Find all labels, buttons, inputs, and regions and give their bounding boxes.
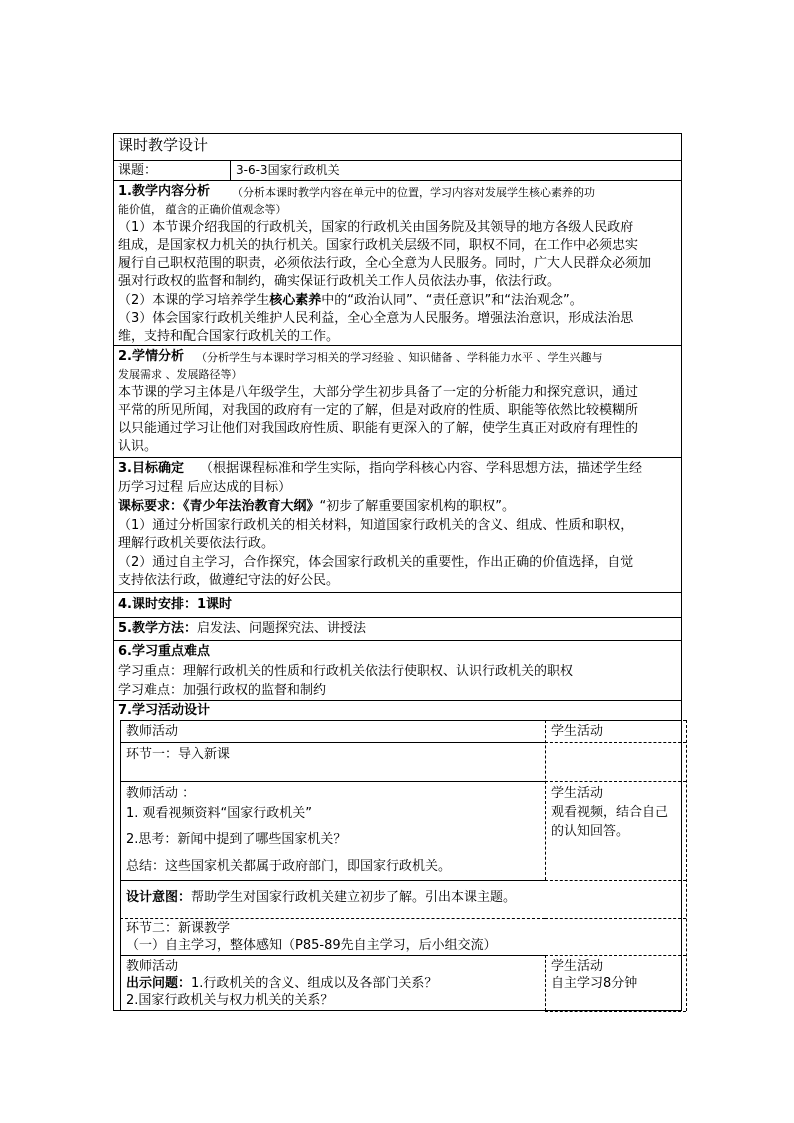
student-activity-text: 的认知回答。 <box>551 824 630 839</box>
section-note: 能价值， 蕴含的正确价值观念等） <box>118 203 287 216</box>
dashed-divider <box>545 955 686 956</box>
stage-title: 环节二：新课教学 <box>126 921 231 936</box>
page-title: 课时教学设计 <box>118 136 209 154</box>
bracket-mark: （3） <box>118 311 153 326</box>
class-hours: 4.课时安排：1课时 <box>118 597 233 612</box>
design-intent <box>126 891 516 904</box>
stage-title: 环节一：导入新课 <box>126 747 231 762</box>
dashed-divider <box>545 955 546 1011</box>
section-heading: 2.学情分析 <box>118 349 184 364</box>
text-run: （2）本课的学习培养学生 <box>118 293 270 308</box>
dashed-divider <box>545 781 686 782</box>
dashed-divider <box>545 720 686 721</box>
teacher-activity-label: 教师活动 <box>126 959 179 974</box>
requirement-text: “初步了解重要国家机构的职权”。 <box>319 499 516 514</box>
sub-stage-title: （一）自主学习，整体感知（P85-89先自主学习，后小组交流） <box>126 938 497 953</box>
section-heading: 3.目标确定 <box>118 461 184 476</box>
column-header-teacher: 教师活动 <box>126 724 179 739</box>
paragraph-line: 支持依法行政，做遵纪守法的好公民。 <box>118 573 340 588</box>
dashed-divider <box>545 880 686 881</box>
student-activity-label: 学生活动 <box>551 959 604 974</box>
teacher-activity-item: 1. 观看视频资料“国家行政机关” <box>126 806 313 821</box>
section-note: （根据课程标准和学生实际，指向学科核心内容、学科思想方法，描述学生经 <box>200 461 643 476</box>
section-note: 发展需求 、发展路径等） <box>118 368 243 381</box>
dashed-divider <box>686 720 687 1011</box>
teacher-activity-item: 2.思考：新闻中提到了哪些国家机关？ <box>126 832 347 847</box>
text-run: 中的“政治认同”、“责任意识”和“法治观念”。 <box>321 293 583 308</box>
topic-label: 课题： <box>118 163 158 178</box>
row-divider <box>120 880 545 881</box>
student-activity-text: 自主学习8分钟 <box>551 976 638 991</box>
row-divider <box>120 955 545 956</box>
row-divider <box>113 345 682 346</box>
paragraph-line: 平常的所见所闻，对我国的政府有一定的了解，但是对政府的性质、职能等依然比较模糊所 <box>118 403 639 418</box>
topic-value: 3-6-3国家行政机关 <box>236 163 340 177</box>
teacher-summary: 总结：这些国家机关都属于政府部门，即国家行政机关。 <box>126 859 452 874</box>
paragraph-line <box>118 312 633 325</box>
row-divider <box>113 640 682 641</box>
requirement-book: 《青少年法治教育大纲》 <box>183 499 320 514</box>
column-header-student: 学生活动 <box>551 724 604 739</box>
row-divider <box>120 742 545 743</box>
row-divider <box>113 700 682 701</box>
paragraph-line: 理解行政机关要依法行政。 <box>118 536 275 551</box>
intent-text: 帮助学生对国家行政机关建立初步了解。引出本课主题。 <box>191 890 517 905</box>
paragraph-line: 履行自己职权范围的职责，必须依法行政，全心全意为人民服务。同时，广大人民群众必须加 <box>118 256 652 271</box>
difficult-point: 学习难点：加强行政权的监督和制约 <box>118 683 327 698</box>
standard-requirement <box>118 500 515 513</box>
dashed-divider <box>545 742 686 743</box>
text-run: 体会国家行政机关维护人民利益，全心全意为人民服务。增强法治意识，形成法治思 <box>152 311 634 326</box>
paragraph-line: 组成，是国家权力机关的执行机关。国家行政机关层级不同，职权不同，在工作中必须忠实 <box>118 238 639 253</box>
row-divider <box>113 160 682 161</box>
row-divider <box>113 457 682 458</box>
row-divider <box>113 180 682 181</box>
teacher-activity-label: 教师活动 ： <box>126 786 196 801</box>
paragraph-line <box>118 294 583 307</box>
row-divider <box>113 592 682 593</box>
question-line <box>126 977 437 990</box>
paragraph-line: （1）本节课介绍我国的行政机关，国家的行政机关由国务院及其领导的地方各级人民政府 <box>118 220 634 235</box>
intent-label: 设计意图： <box>126 890 192 905</box>
dashed-divider <box>545 1011 686 1012</box>
question-line: 2.国家行政机关与权力机关的关系？ <box>126 993 334 1008</box>
student-activity-label: 学生活动 <box>551 786 604 801</box>
section-note: （分析学生与本课时学习相关的学习经验 、知识储备 、学科能力水平 、学生兴趣与 <box>196 351 603 364</box>
paragraph-line: 本节课的学习主体是八年级学生，大部分学生初步具备了一定的分析能力和探究意识，通过 <box>118 385 639 400</box>
question-text: 1.行政机关的含义、组成以及各部门关系？ <box>191 976 438 991</box>
section-heading: 6.学习重点难点 <box>118 644 210 659</box>
dashed-divider <box>545 720 546 880</box>
row-divider <box>120 781 545 782</box>
row-divider <box>113 617 682 618</box>
paragraph-line: 强对行政权的监督和制约，确实保证行政机关工作人员依法办事，依法行政。 <box>118 274 561 289</box>
dashed-divider <box>545 918 686 919</box>
paragraph-line: 以只能通过学习让他们对我国政府性质、职能有更深入的了解，使学生真正对政府有理性的 <box>118 421 639 436</box>
methods-text: 启发法、问题探究法、讲授法 <box>196 621 366 636</box>
emphasis-text: 核心素养 <box>269 293 322 308</box>
section-note: （分析本课时教学内容在单元中的位置，学习内容对发展学生核心素养的功 <box>232 186 595 199</box>
paragraph-line: （2）通过自主学习，合作探究，体会国家行政机关的重要性，作出正确的价值选择，自觉 <box>118 555 634 570</box>
key-point: 学习重点：理解行政机关的性质和行政机关依法行使职权、认识行政机关的职权 <box>118 664 574 679</box>
paragraph-line: 认识。 <box>118 439 158 454</box>
section-heading: 5.教学方法： <box>118 621 197 636</box>
col-divider <box>230 160 231 180</box>
col-divider <box>120 720 121 1011</box>
section-heading: 7.学习活动设计 <box>118 703 210 718</box>
dashed-divider <box>120 918 545 919</box>
requirement-label: 课标要求： <box>118 499 184 514</box>
section-heading: 1.教学内容分析 <box>118 184 210 199</box>
paragraph-line: （1）通过分析国家行政机关的相关材料，知道国家行政机关的含义、组成、性质和职权， <box>118 518 634 533</box>
paragraph-line: 维，支持和配合国家行政机关的工作。 <box>118 329 340 344</box>
question-label: 出示问题： <box>126 976 192 991</box>
teaching-methods <box>118 622 366 635</box>
student-activity-text: 观看视频，结合自己 <box>551 805 669 820</box>
section-note: 历学习过程 后应达成的目标） <box>118 480 292 495</box>
